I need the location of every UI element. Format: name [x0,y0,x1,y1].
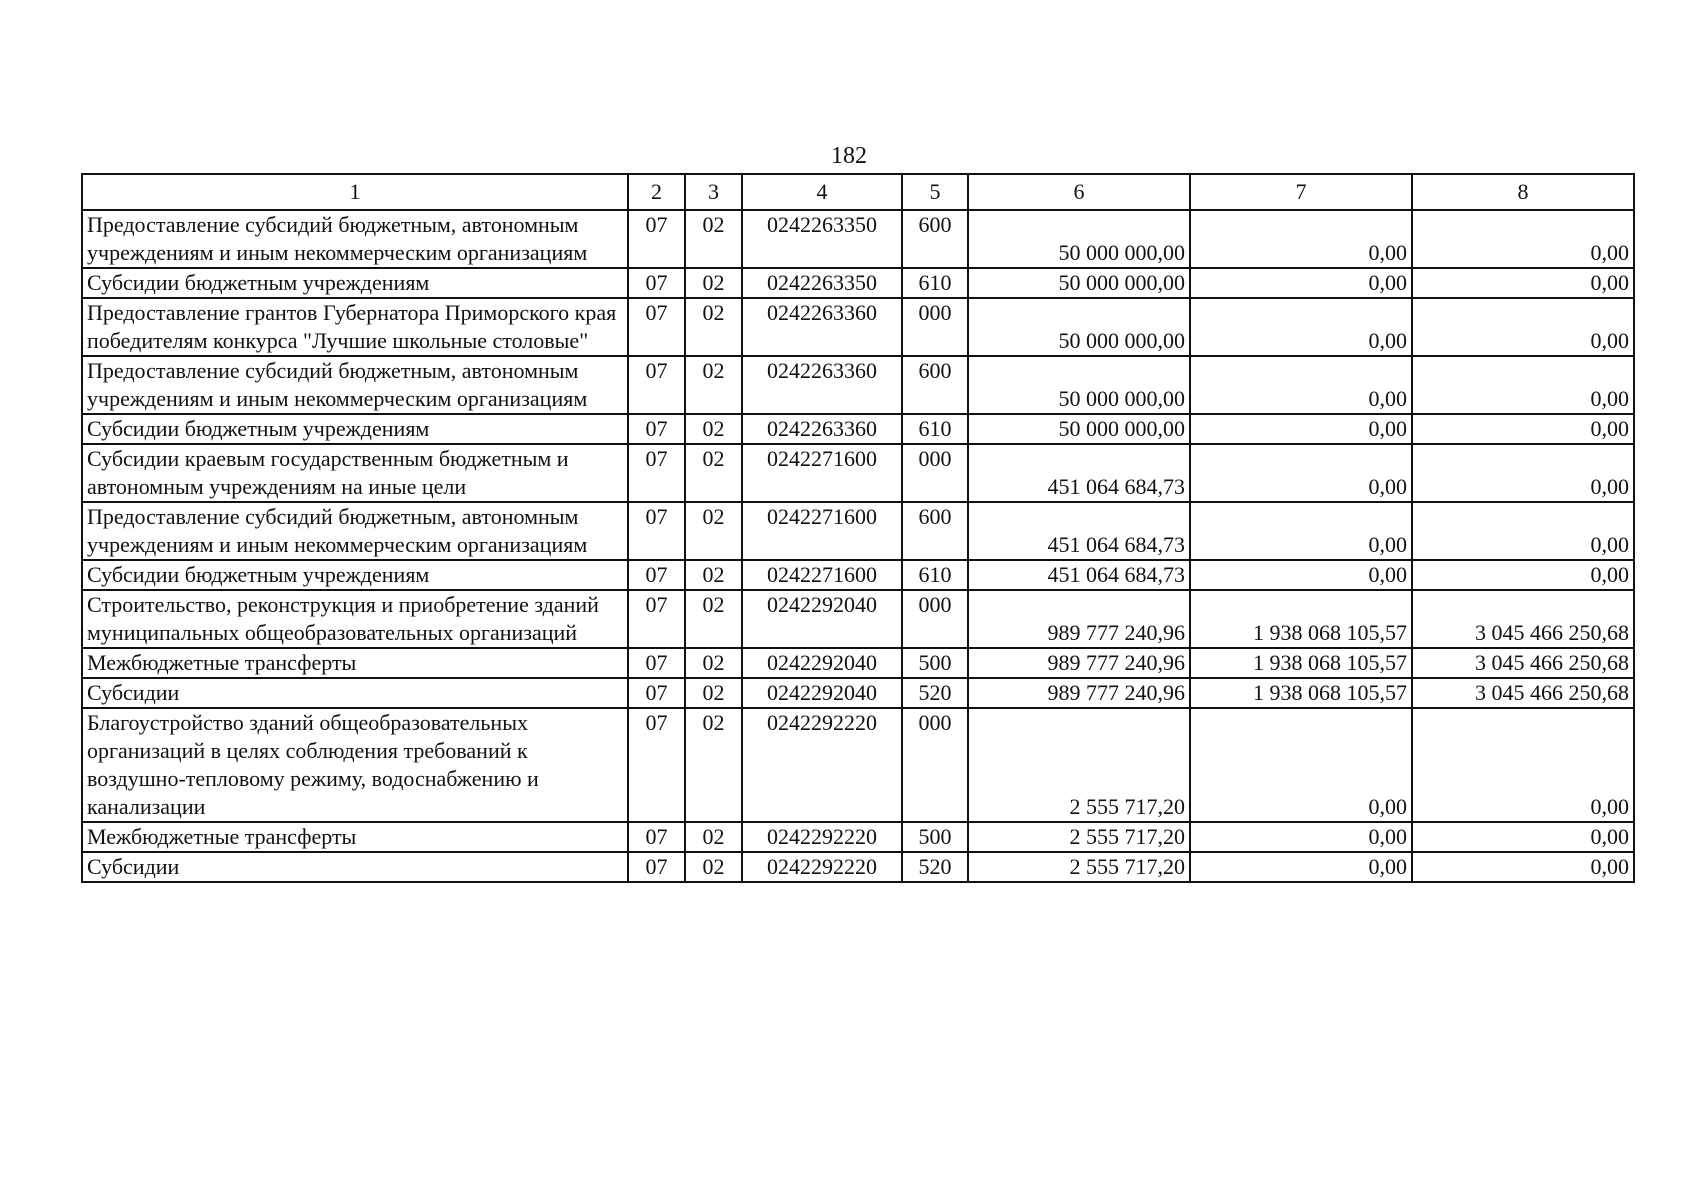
section-code: 07 [628,268,685,298]
amount-col-7: 0,00 [1190,414,1412,444]
target-article-code: 0242271600 [742,560,902,590]
expense-type-code: 610 [902,268,968,298]
section-code: 07 [628,298,685,356]
col-header-1: 1 [82,174,628,210]
subsection-code: 02 [685,822,742,852]
subsection-code: 02 [685,268,742,298]
table-row [82,414,1634,444]
amount-col-6: 451 064 684,73 [968,560,1190,590]
col-header-5: 5 [902,174,968,210]
target-article-code: 0242292040 [742,590,902,648]
amount-col-6: 2 555 717,20 [968,822,1190,852]
amount-col-8: 0,00 [1412,268,1634,298]
amount-col-7: 1 938 068 105,57 [1190,678,1412,708]
target-article-code: 0242263360 [742,356,902,414]
expense-type-code: 500 [902,648,968,678]
table-row [82,298,1634,356]
target-article-code: 0242292220 [742,852,902,882]
amount-col-6: 451 064 684,73 [968,502,1190,560]
expense-type-code: 610 [902,414,968,444]
amount-col-7: 0,00 [1190,560,1412,590]
amount-col-8: 0,00 [1412,560,1634,590]
amount-col-8: 3 045 466 250,68 [1412,648,1634,678]
section-code: 07 [628,648,685,678]
amount-col-6: 451 064 684,73 [968,444,1190,502]
subsection-code: 02 [685,590,742,648]
section-code: 07 [628,590,685,648]
table-row [82,822,1634,852]
subsection-code: 02 [685,210,742,268]
target-article-code: 0242263350 [742,268,902,298]
subsection-code: 02 [685,648,742,678]
table-row [82,590,1634,648]
amount-col-6: 50 000 000,00 [968,414,1190,444]
table-row [82,678,1634,708]
section-code: 07 [628,414,685,444]
target-article-code: 0242292040 [742,678,902,708]
amount-col-7: 0,00 [1190,444,1412,502]
expense-name: Благоустройство зданий общеобразовательных организаций в целях соблюдения требований к воздушно-тепловому режиму, водоснабжению и канализации [82,708,628,822]
amount-col-6: 2 555 717,20 [968,708,1190,822]
amount-col-8: 0,00 [1412,822,1634,852]
target-article-code: 0242292040 [742,648,902,678]
amount-col-8: 3 045 466 250,68 [1412,678,1634,708]
expense-type-code: 500 [902,822,968,852]
target-article-code: 0242271600 [742,444,902,502]
col-header-3: 3 [685,174,742,210]
table-row [82,444,1634,502]
amount-col-7: 1 938 068 105,57 [1190,648,1412,678]
expense-name: Межбюджетные трансферты [82,648,628,678]
amount-col-6: 50 000 000,00 [968,268,1190,298]
target-article-code: 0242292220 [742,822,902,852]
subsection-code: 02 [685,560,742,590]
amount-col-8: 0,00 [1412,298,1634,356]
expense-type-code: 000 [902,444,968,502]
amount-col-8: 3 045 466 250,68 [1412,590,1634,648]
col-header-6: 6 [968,174,1190,210]
section-code: 07 [628,356,685,414]
expense-name: Субсидии [82,852,628,882]
expense-name: Субсидии бюджетным учреждениям [82,268,628,298]
header-row [82,174,1634,210]
subsection-code: 02 [685,678,742,708]
amount-col-7: 0,00 [1190,822,1412,852]
section-code: 07 [628,210,685,268]
subsection-code: 02 [685,298,742,356]
expense-type-code: 520 [902,852,968,882]
expense-type-code: 600 [902,356,968,414]
section-code: 07 [628,444,685,502]
expense-name: Предоставление субсидий бюджетным, автономным учреждениям и иным некоммерческим организациям [82,502,628,560]
amount-col-7: 0,00 [1190,210,1412,268]
expense-name: Субсидии бюджетным учреждениям [82,560,628,590]
budget-table [81,173,1635,883]
expense-type-code: 000 [902,298,968,356]
page-number: 182 [831,143,867,169]
amount-col-7: 0,00 [1190,708,1412,822]
expense-name: Предоставление грантов Губернатора Приморского края победителям конкурса "Лучшие школьные столовые" [82,298,628,356]
expense-name: Субсидии бюджетным учреждениям [82,414,628,444]
amount-col-8: 0,00 [1412,502,1634,560]
amount-col-7: 0,00 [1190,852,1412,882]
table-row [82,852,1634,882]
subsection-code: 02 [685,356,742,414]
expense-type-code: 000 [902,708,968,822]
amount-col-7: 0,00 [1190,356,1412,414]
amount-col-8: 0,00 [1412,708,1634,822]
amount-col-8: 0,00 [1412,210,1634,268]
section-code: 07 [628,502,685,560]
expense-type-code: 520 [902,678,968,708]
col-header-2: 2 [628,174,685,210]
expense-type-code: 600 [902,210,968,268]
table-row [82,648,1634,678]
expense-name: Строительство, реконструкция и приобретение зданий муниципальных общеобразовательных организаций [82,590,628,648]
expense-name: Межбюджетные трансферты [82,822,628,852]
table-row [82,356,1634,414]
table-row [82,560,1634,590]
section-code: 07 [628,678,685,708]
subsection-code: 02 [685,852,742,882]
target-article-code: 0242292220 [742,708,902,822]
amount-col-6: 989 777 240,96 [968,678,1190,708]
amount-col-8: 0,00 [1412,356,1634,414]
expense-name: Предоставление субсидий бюджетным, автономным учреждениям и иным некоммерческим организациям [82,356,628,414]
table-row [82,502,1634,560]
table-row [82,268,1634,298]
amount-col-7: 0,00 [1190,502,1412,560]
amount-col-7: 1 938 068 105,57 [1190,590,1412,648]
subsection-code: 02 [685,708,742,822]
col-header-7: 7 [1190,174,1412,210]
section-code: 07 [628,852,685,882]
subsection-code: 02 [685,444,742,502]
expense-name: Субсидии [82,678,628,708]
expense-type-code: 610 [902,560,968,590]
table-row [82,210,1634,268]
amount-col-6: 50 000 000,00 [968,210,1190,268]
table-row [82,708,1634,822]
section-code: 07 [628,708,685,822]
target-article-code: 0242263360 [742,298,902,356]
target-article-code: 0242263360 [742,414,902,444]
expense-type-code: 000 [902,590,968,648]
section-code: 07 [628,560,685,590]
col-header-8: 8 [1412,174,1634,210]
amount-col-6: 989 777 240,96 [968,590,1190,648]
amount-col-7: 0,00 [1190,268,1412,298]
target-article-code: 0242263350 [742,210,902,268]
expense-type-code: 600 [902,502,968,560]
subsection-code: 02 [685,502,742,560]
amount-col-6: 2 555 717,20 [968,852,1190,882]
amount-col-8: 0,00 [1412,444,1634,502]
amount-col-8: 0,00 [1412,414,1634,444]
amount-col-7: 0,00 [1190,298,1412,356]
target-article-code: 0242271600 [742,502,902,560]
expense-name: Субсидии краевым государственным бюджетным и автономным учреждениям на иные цели [82,444,628,502]
col-header-4: 4 [742,174,902,210]
subsection-code: 02 [685,414,742,444]
amount-col-8: 0,00 [1412,852,1634,882]
amount-col-6: 989 777 240,96 [968,648,1190,678]
amount-col-6: 50 000 000,00 [968,356,1190,414]
amount-col-6: 50 000 000,00 [968,298,1190,356]
section-code: 07 [628,822,685,852]
expense-name: Предоставление субсидий бюджетным, автономным учреждениям и иным некоммерческим организациям [82,210,628,268]
